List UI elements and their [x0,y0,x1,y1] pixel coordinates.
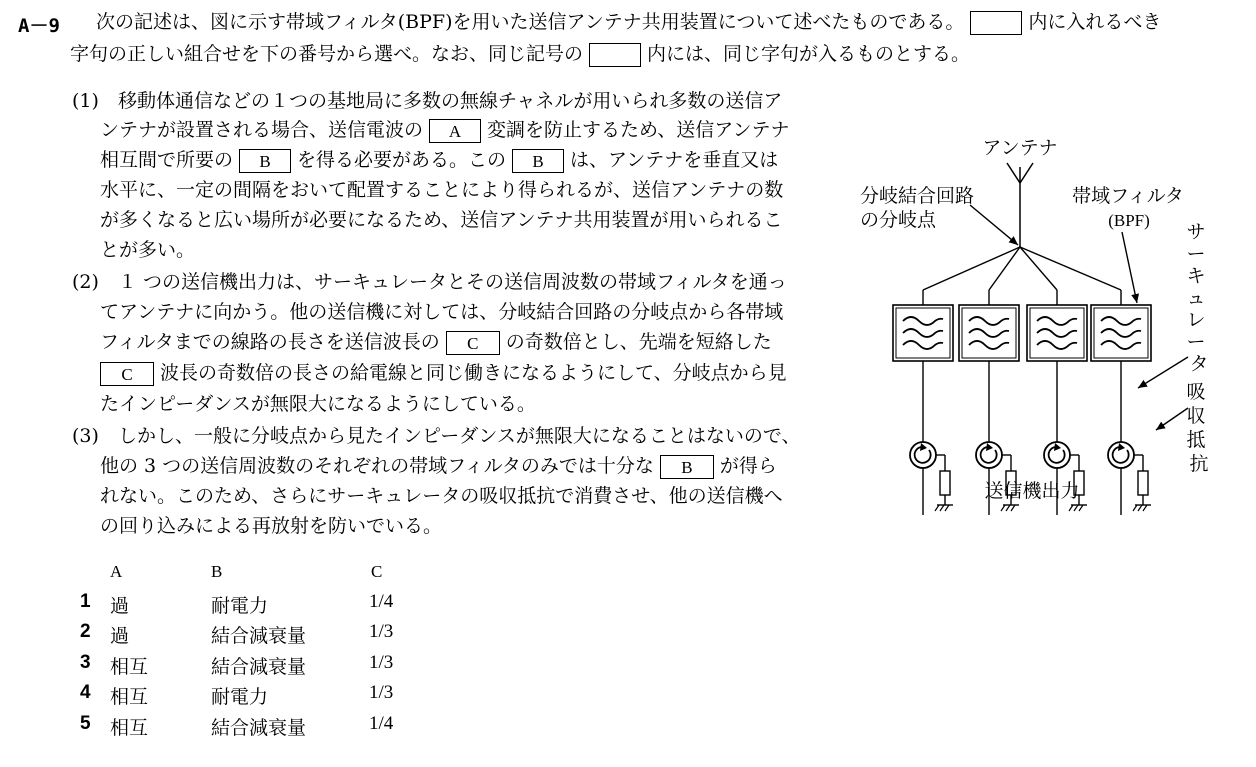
para3-marker: (3) [72,425,99,447]
para1-text: を得る必要がある。この [297,149,507,171]
blank-c: C [446,331,500,355]
choice-b: 耐電力 [211,595,269,617]
output-label: 送信機出力 [984,480,1080,502]
para2-text: フィルタまでの線路の長さを送信波長の [100,331,440,353]
intro-text: 内には、同じ字句が入るものとする。 [647,43,971,65]
intro-text: 字句の正しい組合せを下の番号から選べ。なお、同じ記号の [70,43,584,65]
choice-c: 1/4 [369,591,394,612]
choices-header-b: B [211,562,223,581]
para3-line: れない。このため、さらにサーキュレータの吸収抵抗で消費させ、他の送信機へ [100,485,783,507]
choice-number: 5 [80,713,91,734]
blank-c: C [100,362,154,386]
choice-a: 相互 [110,656,149,678]
choice-c: 1/3 [369,621,394,642]
choice-a: 相互 [110,717,149,739]
branch-point-label: 分岐結合回路 [860,185,975,207]
bpf-label: (BPF) [1108,211,1150,230]
para1-text: は、アンテナを垂直又は [570,149,779,171]
para2-text: の奇数倍とし、先端を短絡した [505,331,772,353]
bpf-label: 帯域フィルタ [1072,185,1184,207]
choice-c: 1/4 [369,713,394,734]
choice-b: 耐電力 [211,686,269,708]
para1-line: 移動体通信などの１つの基地局に多数の無線チャネルが用いられ多数の送信ア [118,90,783,112]
para2-line: てアンテナに向かう。他の送信機に対しては、分岐結合回路の分岐点から各帯域 [100,301,784,323]
para2-marker: (2) [72,271,99,293]
blank-box-empty [589,43,641,67]
para3-line [100,454,777,479]
blank-b: B [239,149,291,173]
antenna-arm [1007,163,1020,183]
para2-line [100,361,787,386]
choices-header-a: A [110,562,123,581]
choice-a: 過 [110,595,130,617]
para2-line [100,330,772,355]
para3-line: しかし、一般に分岐点から見たインピーダンスが無限大になることはないので、 [118,425,801,447]
choice-b: 結合減衰量 [211,656,307,678]
antenna-arm [1020,163,1033,183]
blank-b: B [512,149,564,173]
para3-text: 他の 3 つの送信周波数のそれぞれの帯域フィルタのみでは十分な [100,455,654,477]
circulator-label: サ ー キ ュ レ ー タ [1186,221,1209,375]
para3-line: の回り込みによる再放射を防いでいる。 [100,515,443,537]
intro-line-2 [70,42,970,67]
para1-line: が多くなると広い場所が必要になるため、送信アンテナ共用装置が用いられるこ [100,209,783,231]
choice-c: 1/3 [369,652,394,673]
branch-point-label: の分岐点 [860,209,937,231]
choice-c: 1/3 [369,682,394,703]
resistor-label: 吸 収 抵 抗 [1186,381,1209,475]
blank-a: A [429,119,481,143]
branch-1 [893,305,953,515]
bpf-arrow [1122,232,1137,303]
para2-line: たインピーダンスが無限大になるようにしている。 [100,393,536,415]
choice-b: 結合減衰量 [211,717,307,739]
para1-text: ンテナが設置される場合、送信電波の [100,119,424,141]
para1-line [100,118,790,143]
para1-line: 水平に、一定の間隔をおいて配置することにより得られるが、送信アンテナの数 [100,179,784,201]
para1-line: とが多い。 [100,239,196,261]
branch-point-arrow [970,205,1018,245]
blank-b: B [660,455,714,479]
para1-text: 相互間で所要の [100,149,234,171]
intro-text: 内に入れるべき [1028,11,1162,33]
intro-line-1 [96,10,1161,35]
choice-number: 4 [80,682,91,703]
para1-marker: (1) [72,90,99,112]
resistor-arrow [1156,408,1188,430]
para3-text: が得ら [719,455,777,477]
para2-line: １ つの送信機出力は、サーキュレータとその送信周波数の帯域フィルタを通っ [118,271,787,293]
branch-4 [1091,305,1151,515]
choice-a: 過 [110,625,130,647]
choice-b: 結合減衰量 [211,625,307,647]
para2-text: 波長の奇数倍の長さの給電線と同じ働きになるようにして、分岐点から見 [160,362,787,384]
para1-text: 変調を防止するため、送信アンテナ [487,119,790,141]
choice-number: 2 [80,621,91,642]
choice-a: 相互 [110,686,149,708]
choice-number: 1 [80,591,91,612]
blank-box-empty [970,11,1022,35]
question-number: A－9 [18,15,60,37]
choice-number: 3 [80,652,91,673]
intro-text: 次の記述は、図に示す帯域フィルタ(BPF)を用いた送信アンテナ共用装置について述べたものである。 [96,11,965,33]
antenna-sharing-diagram [850,125,1240,515]
para1-line [100,148,778,173]
antenna-label: アンテナ [982,137,1058,159]
choices-header-c: C [371,562,383,581]
